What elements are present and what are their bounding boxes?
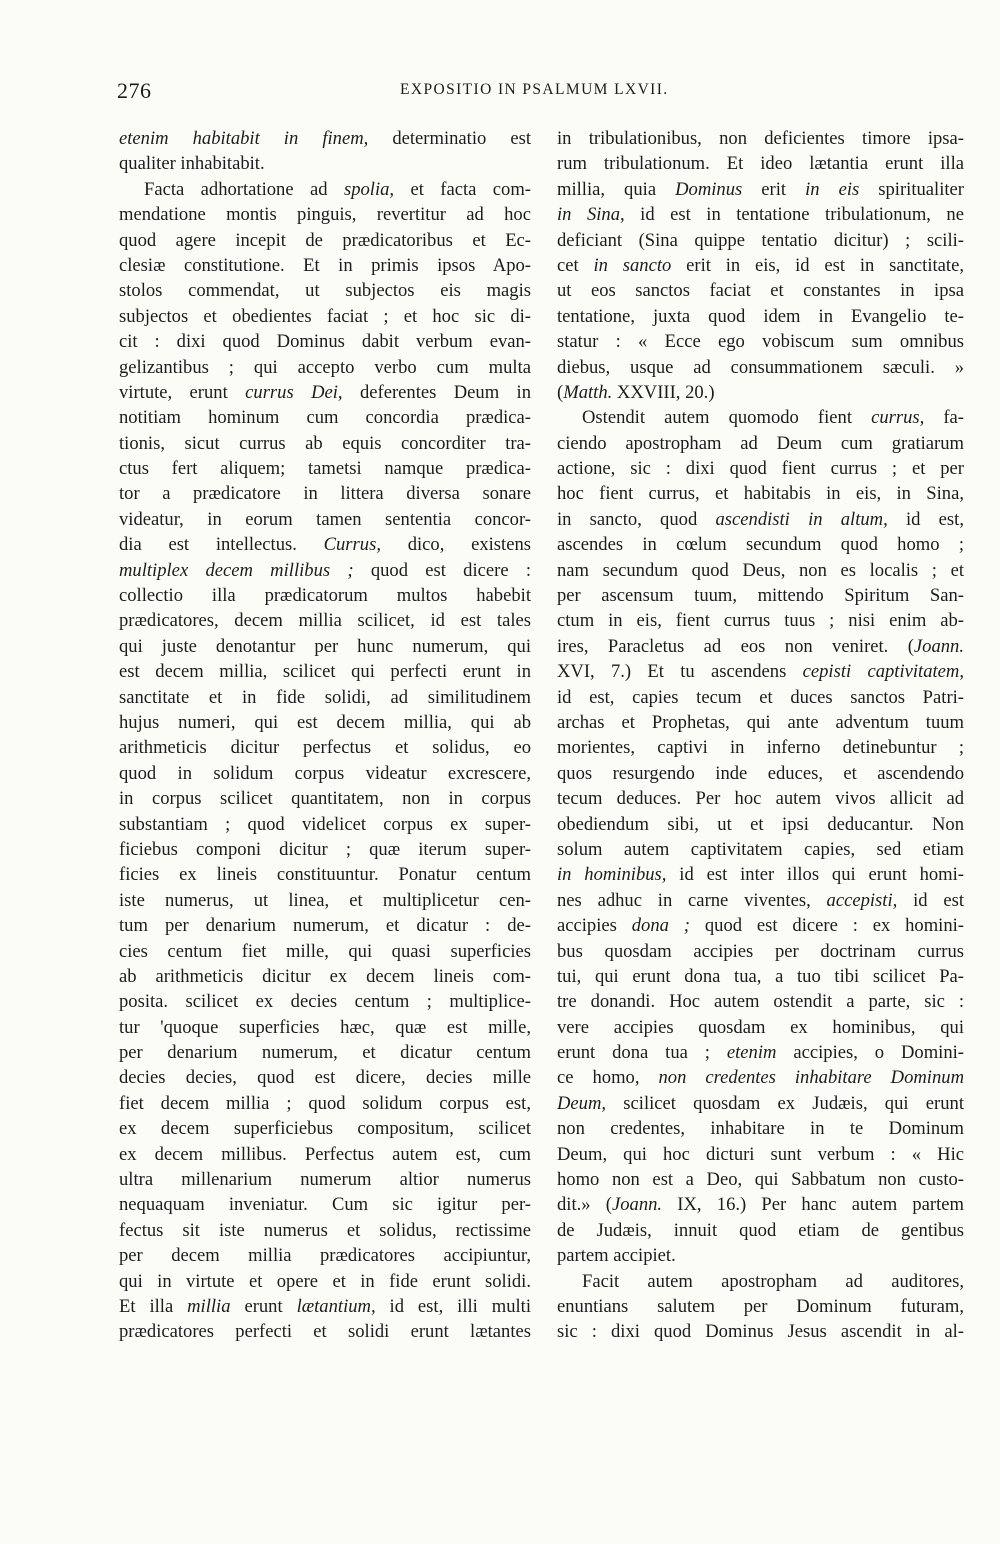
text-line [557,837,964,862]
text-line [557,608,964,633]
text-line [557,1243,964,1268]
italic-run: in Sina, [557,204,625,226]
text-run: tre donandi. Hoc autem ostendit a parte, sic : [557,991,964,1013]
text-run: arithmeticis dicitur perfectus et solidus, eo [119,737,531,759]
text-line [119,329,531,354]
text-run: cet [557,254,594,276]
text-line [557,710,964,735]
text-run: posita. scilicet ex decies centum ; multiplice- [119,991,531,1013]
text-run: ctum in eis, fient currus tuus ; nisi enim ab- [557,610,964,632]
text-line [119,786,531,811]
text-line [557,1065,964,1090]
text-run: tui, qui erunt dona tua, a tuo tibi scilicet Pa- [557,965,964,987]
text-run: erit [742,178,806,200]
text-run: per decem millia prædicatores accipiuntur, [119,1245,531,1267]
text-run: de Judæis, innuit quod etiam de gentibus [557,1219,964,1241]
text-line [119,278,531,303]
text-run: tecum deduces. Per hoc autem vivos allicit ad [557,788,964,810]
text-run: actione, sic : dixi quod fient currus ; et per [557,458,964,480]
text-run: gelizantibus ; qui accepto verbo cum multa [119,356,531,378]
text-run: qualiter inhabitabit. [119,153,265,175]
text-run: hoc fient currus, et habitabis in eis, in Sina, [557,483,964,505]
text-run: in sancto, quod [557,508,716,530]
text-run: est decem millia, scilicet qui perfecti erunt in [119,661,531,683]
text-line [119,380,531,405]
text-run: Ostendit autem quomodo fient [582,407,872,429]
text-run: erit in eis, id est in sanctitate, [671,254,964,276]
text-line [119,456,531,481]
text-run: id est, capies tecum et duces sanctos Patri- [557,686,964,708]
text-run: hujus numeri, qui est decem millia, qui ab [119,711,531,733]
text-line [557,253,964,278]
text-line [119,710,531,735]
text-run: dit.» ( [557,1194,612,1216]
text-run: videatur, in eorum tamen sententia concor- [119,508,531,530]
italic-run: in eis [805,178,860,200]
text-line [557,939,964,964]
text-run: tionis, sicut currus ab equis concorditer tra- [119,432,531,454]
text-line [119,735,531,760]
text-run: qui juste denotantur per hunc numerum, qui [119,635,531,657]
text-line [557,532,964,557]
text-line [119,1142,531,1167]
text-run: ex decem millibus. Perfectus autem est, cum [119,1143,531,1165]
text-line [557,913,964,938]
text-run: ciendo apostropham ad Deum cum gratiarum [557,432,964,454]
text-line [557,304,964,329]
text-line [557,1218,964,1243]
text-line [557,151,964,176]
text-line [119,1116,531,1141]
text-run: accipies, o Domini- [776,1042,964,1064]
text-run: nequaquam inveniatur. Cum sic igitur per- [119,1194,531,1216]
text-run: bus quosdam accipies per doctrinam currus [557,940,964,962]
text-run: diebus, usque ad consummationem sæculi. » [557,356,964,378]
text-run: nes adhuc in carne viventes, [557,889,827,911]
text-line [557,1192,964,1217]
text-run: id est [897,889,964,911]
text-run: clesiæ constitutione. Et in primis ipsos Apo- [119,254,531,276]
text-run: morientes, captivi in inferno detinebuntur ; [557,737,964,759]
text-line [119,481,531,506]
italic-run: lætantium, [296,1295,376,1317]
text-run: mendatione montis pinguis, revertitur ad hoc [119,204,531,226]
italic-run: accepisti, [826,889,898,911]
text-run: ficiebus componi dicitur ; quæ iterum super- [119,838,531,860]
text-line [557,1269,964,1294]
text-line [557,558,964,583]
italic-run: ascendisti in altum, [715,508,888,530]
text-run: et facta com- [394,178,531,200]
text-run: quod est dicere : [353,559,531,581]
text-run: in corpus scilicet quantitatem, non in corpus [119,788,531,810]
text-run: XVI, 7.) Et tu ascendens [557,661,803,683]
italic-run: Matth. [563,381,613,403]
text-run: id est inter illos qui erunt homi- [666,864,964,886]
text-run: IX, 16.) Per hanc autem partem [662,1194,964,1216]
text-line [557,659,964,684]
text-run: sanctitate et in fide solidi, ad similitudinem [119,686,531,708]
text-line [119,862,531,887]
text-line [119,431,531,456]
text-run: subjectos et obedientes faciat ; et hoc sic di- [119,305,531,327]
italic-run: currus, [871,407,925,429]
text-run: notitiam hominum cum concordia prædica- [119,407,531,429]
italic-run: etenim habitabit in finem, [119,128,369,149]
text-run: id est, [887,508,964,530]
text-line [119,202,531,227]
text-run: per denarium numerum, et dicatur centum [119,1042,531,1064]
text-line [557,761,964,786]
italic-run: currus Dei, [245,381,343,403]
text-run: rum tribulationum. Et ideo lætantia erunt illa [557,153,964,175]
text-line [119,1015,531,1040]
text-line [557,278,964,303]
text-run: cies centum fiet mille, qui quasi superficies [119,940,531,962]
text-run: substantiam ; quod videlicet corpus ex super- [119,813,531,835]
text-line [119,1167,531,1192]
text-line [557,812,964,837]
text-line [119,1319,531,1344]
text-run: ires, Paracletus ad eos non veniret. ( [557,635,914,657]
text-line [119,558,531,583]
text-line [119,228,531,253]
text-line [119,405,531,430]
text-line [119,126,531,151]
text-run: ( [557,381,564,403]
text-run: tor a prædicatore in littera diversa sonare [119,483,531,505]
text-run: enuntians salutem per Dominum futuram, [557,1295,964,1317]
italic-run: dona ; [631,915,690,937]
text-line [119,177,531,202]
text-line [557,888,964,913]
text-run: ficies ex lineis constituuntur. Ponatur centum [119,864,531,886]
text-line [557,1091,964,1116]
text-line [119,685,531,710]
text-line [557,583,964,608]
text-run: tur 'quoque superficies hæc, quæ est mille, [119,1016,531,1038]
text-line [119,532,531,557]
text-line [557,202,964,227]
left-column [119,126,531,1345]
text-line [119,355,531,380]
text-line [557,1116,964,1141]
italic-run: in sancto [593,254,672,276]
text-run: stolos commendat, ut subjectos eis magis [119,280,531,302]
text-run: ce homo, [557,1067,659,1089]
text-run: accipies [557,915,632,937]
italic-run: Joann. [611,1194,663,1216]
text-line [119,608,531,633]
text-run: ultra millenarium numerum altior numerus [119,1169,531,1191]
text-run: homo non est a Deo, qui Sabbatum non custo- [557,1169,964,1191]
text-run: deficiant (Sina quippe tentatio dicitur) ; scili- [557,229,964,251]
text-line [119,812,531,837]
text-run: collectio illa prædicatorum multos habebit [119,585,531,607]
text-run: ex decem superficiebus compositum, scilicet [119,1118,531,1140]
text-line [557,862,964,887]
text-run: erunt dona tua ; [557,1042,727,1064]
text-line [119,761,531,786]
italic-run: cepisti captivitatem, [802,661,964,683]
text-run: decies decies, quod est dicere, decies mille [119,1067,531,1089]
text-run: quod agere incepit de prædicatoribus et Ec- [119,229,531,251]
text-run: tum per denarium numerum, et dicatur : de- [119,915,531,937]
text-line [119,659,531,684]
text-run: Deum, qui hoc dicturi sunt verbum : « Hic [557,1143,964,1165]
text-run: fiet decem millia ; quod solidum corpus est, [119,1092,531,1114]
italic-run: Currus, [323,534,381,556]
text-line [557,685,964,710]
italic-run: in hominibus, [557,864,667,886]
italic-run: Joann. [913,635,964,657]
text-line [119,1192,531,1217]
text-line [557,431,964,456]
text-line [557,964,964,989]
text-line [119,583,531,608]
text-line [557,481,964,506]
text-line [119,837,531,862]
text-line [557,329,964,354]
running-head: EXPOSITIO IN PSALMUM LXVII. [400,81,669,98]
text-line [119,1091,531,1116]
text-run: partem accipiet. [557,1245,676,1267]
text-line [557,126,964,151]
text-run: cit : dixi quod Dominus dabit verbum evan- [119,331,531,353]
text-run: determinatio est [368,128,531,149]
text-line [119,1294,531,1319]
page-number: 276 [117,78,152,103]
text-run: virtute, erunt [119,381,246,403]
text-line [557,1142,964,1167]
text-run: solum autem captivitatem capies, sed etiam [557,838,964,860]
text-run: sic : dixi quod Dominus Jesus ascendit in al- [557,1321,964,1343]
text-line [119,1040,531,1065]
text-line [119,989,531,1014]
text-line [119,1218,531,1243]
text-line [119,634,531,659]
text-line [557,456,964,481]
text-line [557,405,964,430]
text-line [119,939,531,964]
text-line [557,786,964,811]
text-run: quos resurgendo inde educes, et ascendendo [557,762,964,784]
text-run: non credentes, inhabitare in te Dominum [557,1118,964,1140]
text-run: ascendes in cœlum secundum quod homo ; [557,534,964,556]
text-run: ctus fert aliquem; tametsi namque prædica- [119,458,531,480]
text-line [119,253,531,278]
text-run: XXVIII, 20.) [612,381,715,403]
text-run: deferentes Deum in [342,381,531,403]
text-run: Facit autem apostropham ad auditores, [582,1270,964,1292]
text-line [119,888,531,913]
text-run: dico, existens [380,534,531,556]
text-run: ab arithmeticis dicitur ex decem lineis com- [119,965,531,987]
text-run: prædicatores, decem millia scilicet, id est tales [119,610,531,632]
text-run: id est in tentatione tribulationum, ne [624,204,964,226]
text-run: Et illa [119,1295,188,1317]
italic-run: multiplex decem millibus ; [119,559,354,581]
text-line [557,1167,964,1192]
text-run: vere accipies quosdam ex hominibus, qui [557,1016,964,1038]
text-line [119,913,531,938]
text-line [119,1065,531,1090]
text-run: tentatione, juxta quod idem in Evangelio te- [557,305,964,327]
text-line [557,380,964,405]
text-run: dia est intellectus. [119,534,324,556]
text-line [557,735,964,760]
text-line [557,355,964,380]
italic-run: Dominus [675,178,743,200]
text-run: fectus sit iste numerus et solidus, rectissime [119,1219,531,1241]
text-line [119,507,531,532]
text-run: spiritualiter [859,178,964,200]
text-run: quod in solidum corpus videatur excrescere, [119,762,531,784]
text-line [557,507,964,532]
text-run: iste numerus, ut linea, et multiplicetur cen- [119,889,531,911]
text-line [557,634,964,659]
text-line [557,1040,964,1065]
italic-run: spolia, [343,178,395,200]
italic-run: millia [187,1295,231,1317]
text-run: millia, quia [557,178,676,200]
text-line [119,304,531,329]
text-run: erunt [230,1295,297,1317]
text-run: scilicet quosdam ex Judæis, qui erunt [606,1092,964,1114]
text-run: obediendum sibi, ut et ipsi deducantur. Non [557,813,964,835]
text-run: prædicatores perfecti et solidi erunt lætantes [119,1321,531,1343]
text-run: quod est dicere : ex homini- [690,915,964,937]
text-run: per ascensum tuum, mittendo Spiritum San- [557,585,964,607]
text-line [557,177,964,202]
italic-run: non credentes inhabitare Dominum [658,1067,964,1089]
text-run: qui in virtute et opere et in fide erunt solidi. [119,1270,531,1292]
text-run: archas et Prophetas, qui ante adventum tuum [557,711,964,733]
text-run: nam secundum quod Deus, non es localis ; et [557,559,964,581]
text-run: Facta adhortatione ad [144,178,344,200]
text-run: ut eos sanctos faciat et constantes in ipsa [557,280,964,302]
text-line [557,1319,964,1344]
text-line [119,1243,531,1268]
text-run: id est, illi multi [375,1295,531,1317]
right-column [557,126,964,1345]
text-line [557,1294,964,1319]
italic-run: Deum, [557,1092,607,1114]
text-line [557,228,964,253]
text-line [557,989,964,1014]
text-line [119,1269,531,1294]
italic-run: etenim [726,1042,777,1064]
page-header [117,78,949,102]
text-line [119,151,531,176]
text-run: statur : « Ecce ego vobiscum sum omnibus [557,331,964,353]
text-run: in tribulationibus, non deficientes timore ipsa- [557,128,964,149]
text-line [557,1015,964,1040]
text-line [119,964,531,989]
text-run: fa- [924,407,964,429]
